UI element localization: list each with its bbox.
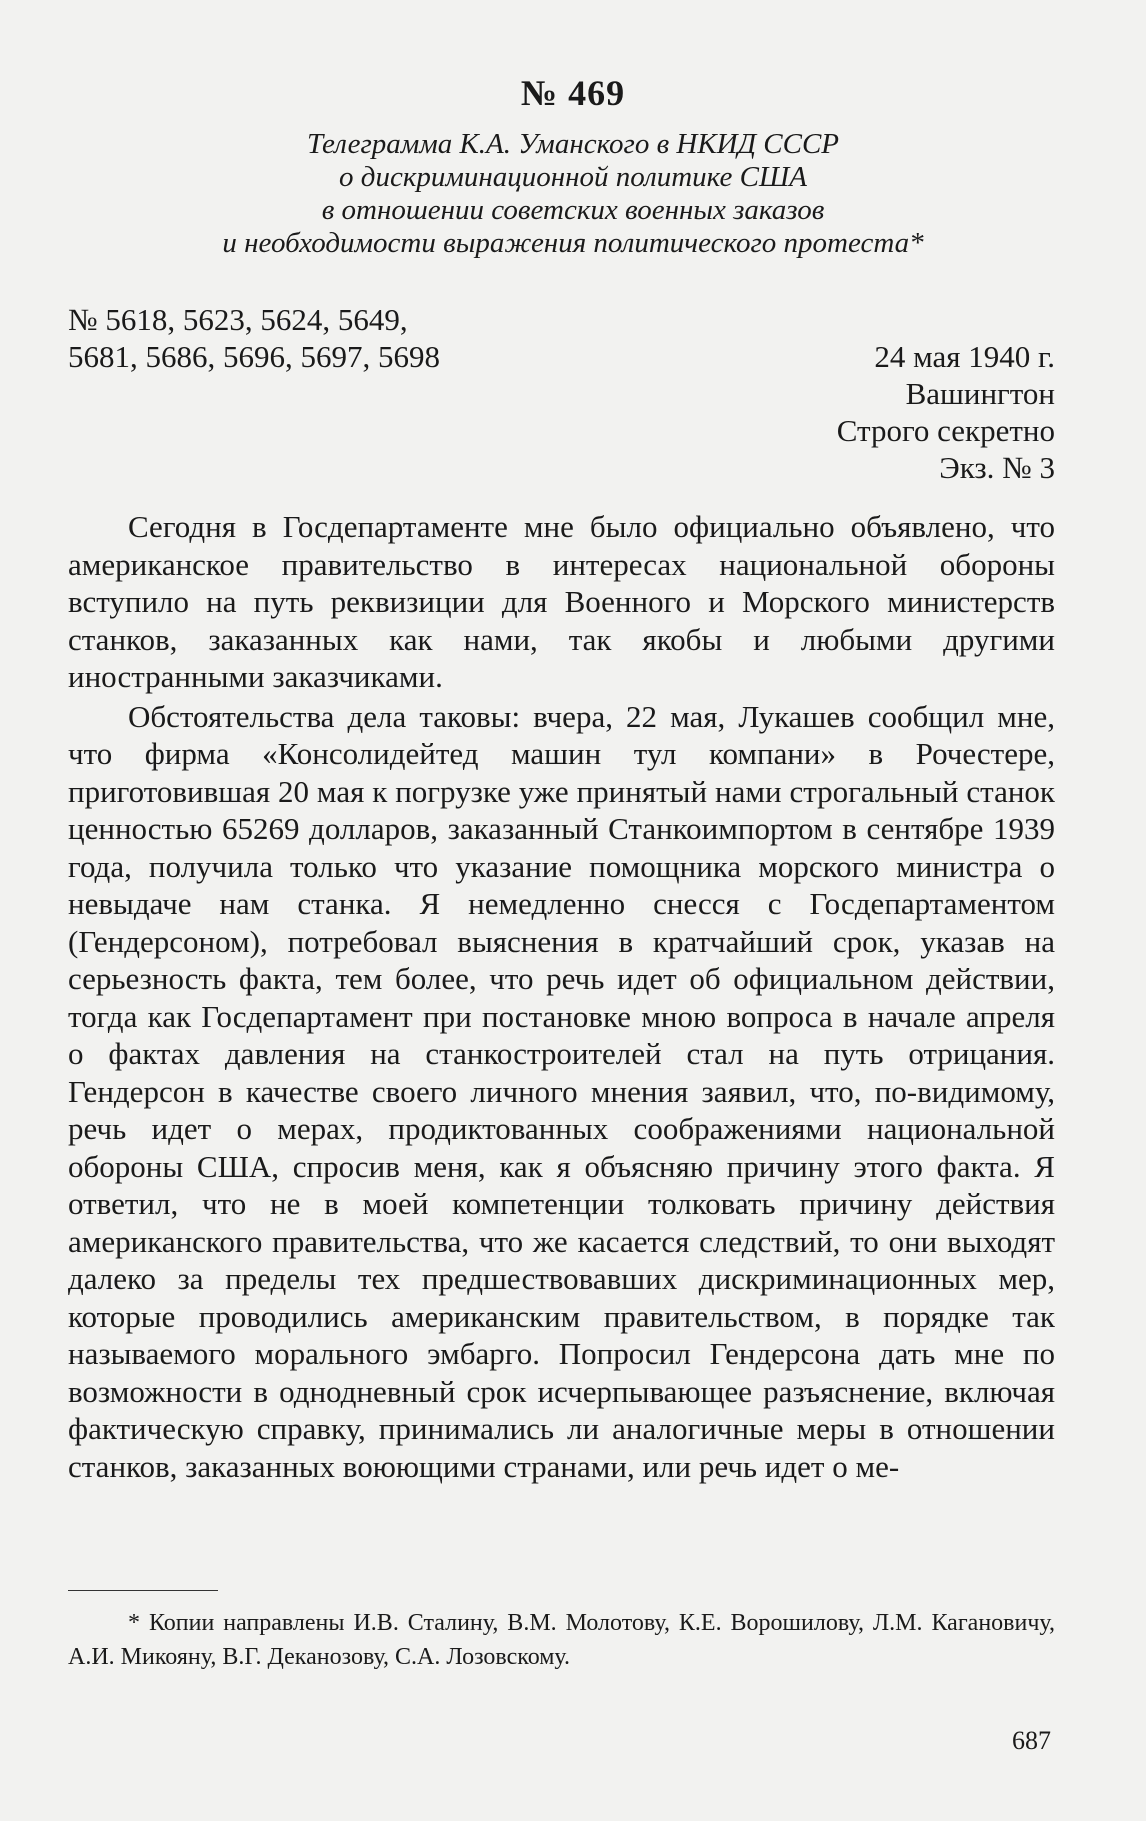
title-line: в отношении советских военных заказов: [321, 194, 825, 226]
footnote-divider: [68, 1590, 218, 1591]
body-paragraph: Обстоятельства дела таковы: вчера, 22 мая, Лукашев сообщил мне, что фирма «Консолидейтед машин тул компани» в Рочестере, приготовившая 20 мая к погрузке уже принятый нами строгальный станок ценностью 65269 долларов, заказанный Станкоимпортом в сентябре 1939 года, получила только что указание помощника морского министра о невыдаче нам станка. Я немедленно снесся с Госдепартаментом (Гендерсоном), потребовал выяснения в кратчайший срок, указав на серьезность факта, тем более, что речь идет об официальном действии, тогда как Госдепартамент при постановке мною вопроса в начале апреля о фактах давления на станкостроителей стал на путь отрицания. Гендерсон в качестве своего личного мнения заявил, что, по-видимому, речь идет о мерах, продиктованных соображениями национальной обороны США, спросив меня, как я объясняю причину этого факта. Я ответил, что не в моей компетенции толковать причину действия американского правительства, что же касается следствий, то они выходят далеко за пределы тех предшествовавших дискриминационных мер, которые проводились американским правительством, в порядке так называемого морального эмбарго. Попросил Гендерсона дать мне по возможности в однодневный срок исчерпывающее разъяснение, включая фактическую справку, принимались ли аналогичные меры в отношении станков, заказанных воюющими странами, или речь идет о ме-: [68, 698, 1055, 1484]
footnote: * Копии направлены И.В. Сталину, В.М. Молотову, К.Е. Ворошилову, Л.М. Кагановичу, А.И. Микояну, В.Г. Деканозову, С.А. Лозовскому.: [68, 1610, 1055, 1670]
dateline: [837, 338, 1055, 486]
page-number: 687: [1012, 1726, 1051, 1755]
document-number: № 469: [520, 73, 626, 113]
document-place: Вашингтон: [905, 376, 1055, 411]
title-line: о дискриминационной политике США: [339, 161, 807, 193]
copy-number: Экз. № 3: [939, 450, 1055, 485]
telegram-numbers: [68, 301, 440, 375]
title-line: Телеграмма К.А. Уманского в НКИД СССР: [306, 128, 840, 160]
classification-stamp: Строго секретно: [836, 413, 1055, 448]
body-paragraph: Сегодня в Госдепартаменте мне было официально объявлено, что американское правительство в интересах национальной обороны вступило на путь реквизиции для Военного и Морского министерств станков, заказанных как нами, так якобы и любыми другими иностранными заказчиками.: [68, 509, 1055, 694]
document-body: [68, 508, 1055, 1487]
title-line: и необходимости выражения политического протеста*: [222, 227, 924, 259]
telegram-numbers-line: № 5618, 5623, 5624, 5649,: [68, 302, 408, 337]
telegram-numbers-line: 5681, 5686, 5696, 5697, 5698: [68, 339, 440, 374]
document-title: [0, 128, 1146, 260]
document-date: 24 мая 1940 г.: [874, 339, 1055, 374]
